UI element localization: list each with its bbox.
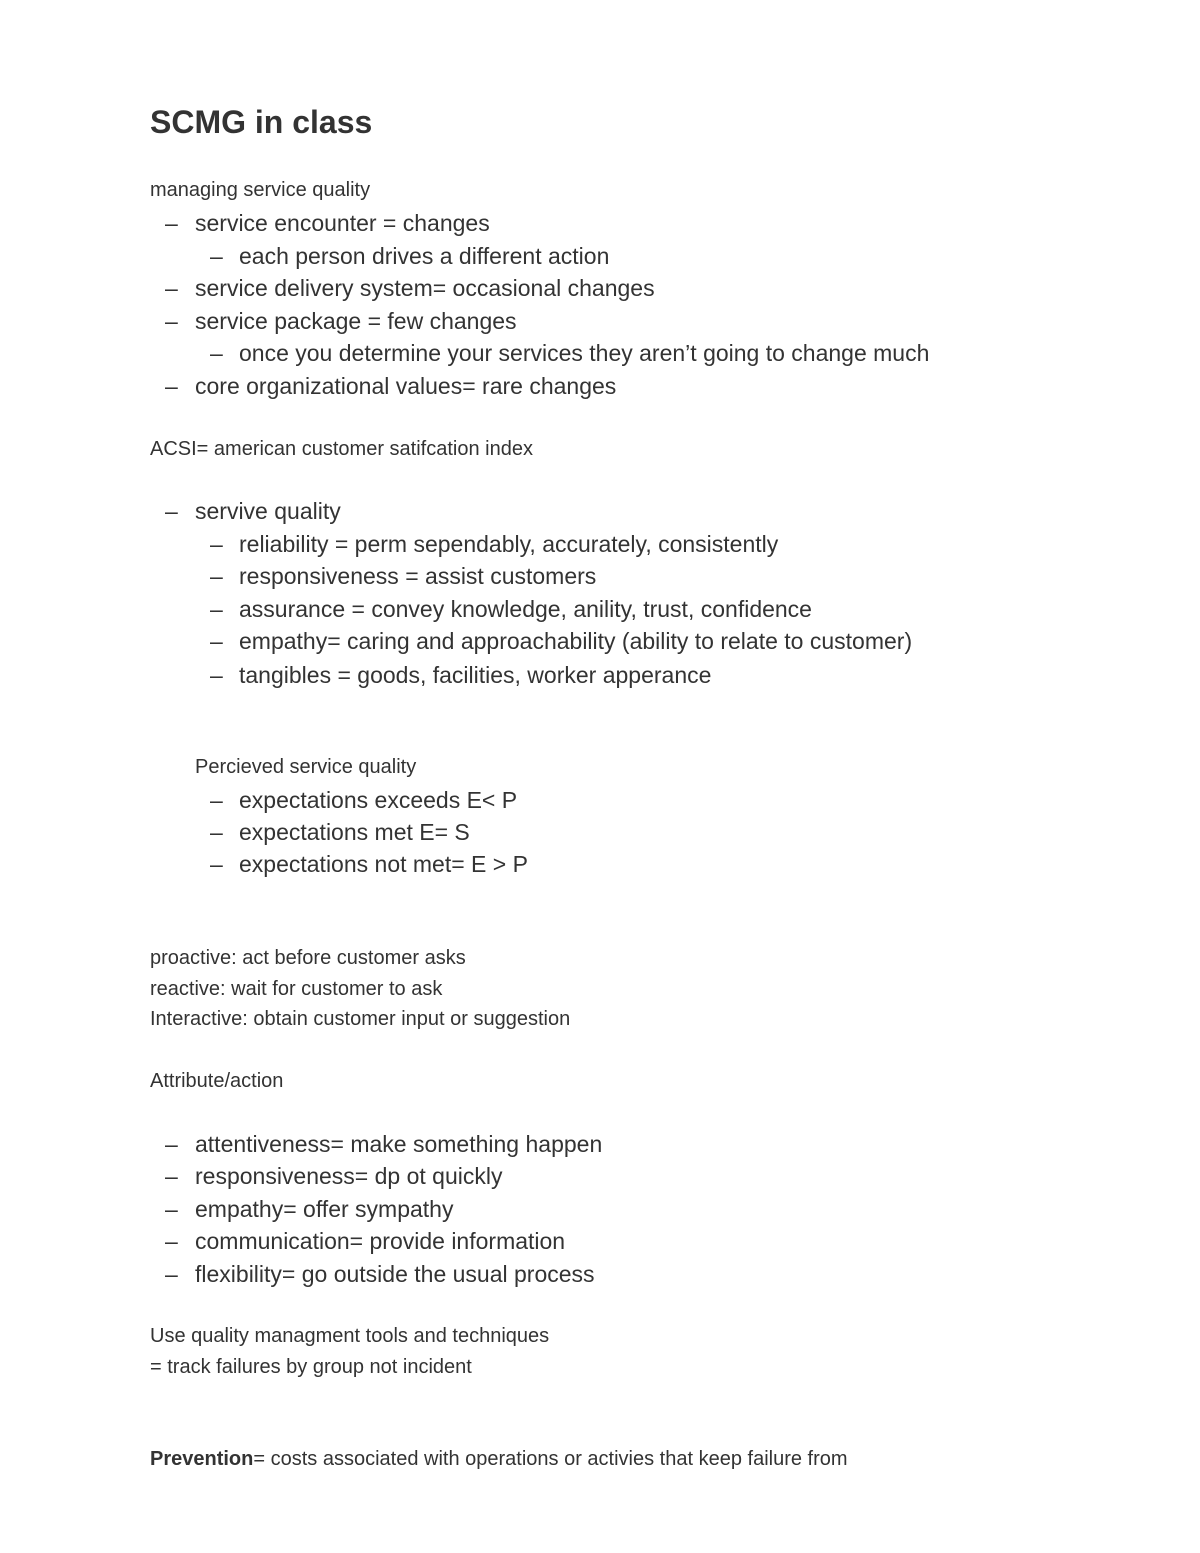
tools-line: = track failures by group not incident: [150, 1356, 472, 1378]
section-heading-attribute: Attribute/action: [150, 1070, 284, 1092]
prevention-term: Prevention: [150, 1448, 254, 1470]
list-subitem: empathy= caring and approachability (ability to relate to customer): [239, 628, 913, 654]
list-subitem: each person drives a different action: [239, 243, 610, 269]
bullet-dash: –: [165, 1261, 178, 1287]
acsi-line: ACSI= american customer satifcation index: [150, 438, 533, 460]
bullet-dash: –: [165, 308, 178, 334]
bullet-dash: –: [210, 531, 223, 557]
prevention-line: [150, 1449, 848, 1469]
list-subitem: reliability = perm sependably, accurately, consistently: [239, 531, 779, 557]
bullet-dash: –: [165, 373, 178, 399]
list-subitem: assurance = convey knowledge, anility, trust, confidence: [239, 596, 812, 622]
bullet-dash: –: [165, 1228, 178, 1254]
list-item: servive quality: [195, 498, 341, 524]
section-heading-managing: managing service quality: [150, 179, 371, 201]
list-subitem: tangibles = goods, facilities, worker apperance: [239, 662, 712, 688]
bullet-dash: –: [210, 243, 223, 269]
bullet-dash: –: [165, 275, 178, 301]
bullet-dash: –: [210, 662, 223, 688]
bullet-dash: –: [165, 1131, 178, 1157]
list-item: attentiveness= make something happen: [195, 1131, 603, 1157]
tools-line: Use quality managment tools and techniques: [150, 1325, 550, 1347]
list-item: core organizational values= rare changes: [195, 373, 617, 399]
section-heading-perceived: Percieved service quality: [195, 756, 417, 778]
list-subitem: once you determine your services they aren’t going to change much: [239, 340, 930, 366]
bullet-dash: –: [210, 851, 223, 877]
bullet-dash: –: [210, 787, 223, 813]
bullet-dash: –: [210, 340, 223, 366]
list-subitem: expectations exceeds E< P: [239, 787, 518, 813]
list-item: communication= provide information: [195, 1228, 566, 1254]
list-subitem: responsiveness = assist customers: [239, 563, 597, 589]
prevention-definition: = costs associated with operations or activies that keep failure from: [253, 1448, 848, 1470]
bullet-dash: –: [210, 628, 223, 654]
list-item: service package = few changes: [195, 308, 517, 334]
bullet-dash: –: [165, 1196, 178, 1222]
mode-line: reactive: wait for customer to ask: [150, 978, 443, 1000]
page-title: SCMG in class: [150, 104, 373, 140]
mode-line: proactive: act before customer asks: [150, 947, 466, 969]
mode-line: Interactive: obtain customer input or suggestion: [150, 1008, 571, 1030]
bullet-dash: –: [165, 1163, 178, 1189]
bullet-dash: –: [165, 498, 178, 524]
bullet-dash: –: [210, 596, 223, 622]
list-item: empathy= offer sympathy: [195, 1196, 454, 1222]
list-subitem: expectations met E= S: [239, 819, 470, 845]
bullet-dash: –: [210, 819, 223, 845]
list-item: responsiveness= dp ot quickly: [195, 1163, 503, 1189]
bullet-dash: –: [210, 563, 223, 589]
list-item: flexibility= go outside the usual process: [195, 1261, 595, 1287]
list-item: service delivery system= occasional changes: [195, 275, 655, 301]
list-subitem: expectations not met= E > P: [239, 851, 528, 877]
bullet-dash: –: [165, 210, 178, 236]
list-item: service encounter = changes: [195, 210, 490, 236]
